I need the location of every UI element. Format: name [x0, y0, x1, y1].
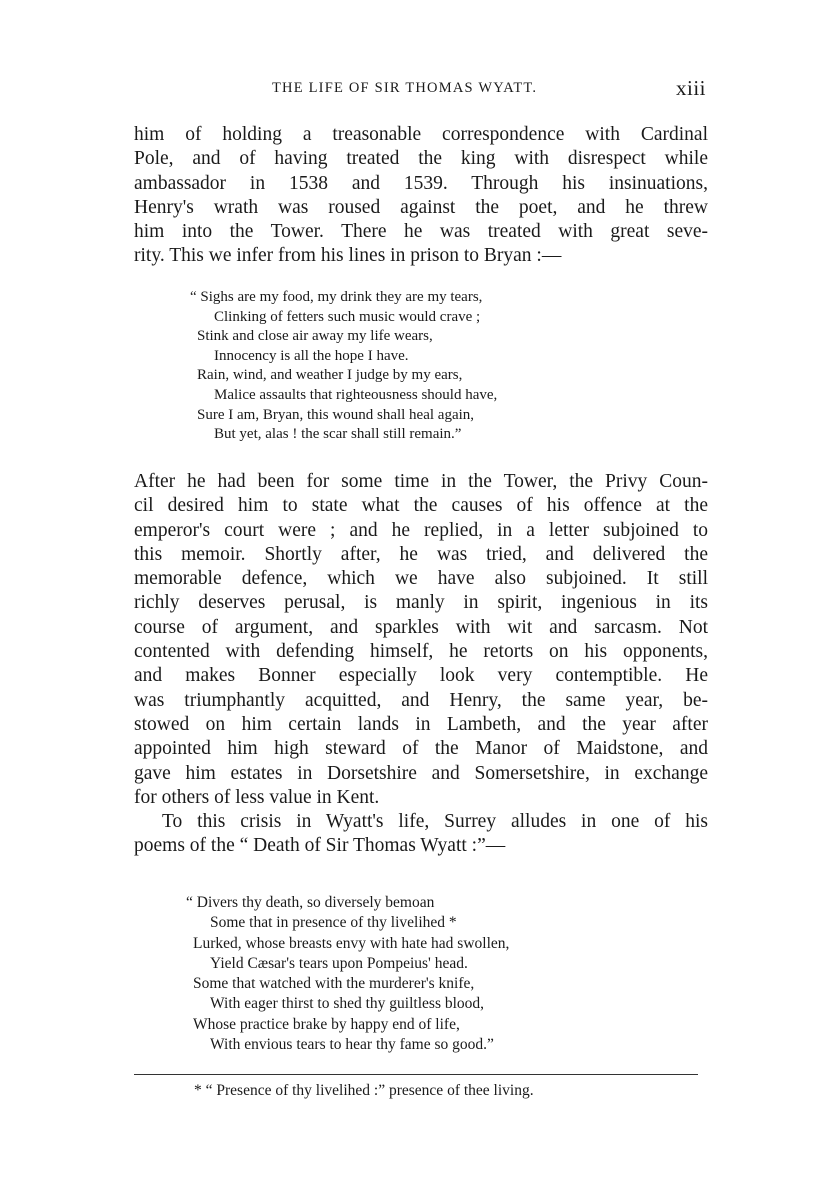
verse-line: Some that watched with the murderer's knife, [193, 975, 475, 993]
text-line: stowed on him certain lands in Lambeth, and the year after [134, 713, 708, 735]
text-line: appointed him high steward of the Manor of Maidstone, and [134, 738, 708, 760]
text-line: was triumphantly acquitted, and Henry, the same year, be- [134, 689, 708, 711]
footnote-divider [134, 1074, 698, 1075]
verse-line: With eager thirst to shed thy guiltless blood, [210, 995, 485, 1013]
verse-line: Lurked, whose breasts envy with hate had swollen, [193, 934, 510, 952]
verse-line: Some that in presence of thy livelihed * [210, 914, 457, 932]
text-line: him of holding a treasonable correspondence with Cardinal [134, 124, 708, 145]
verse-line: Rain, wind, and weather I judge by my ears, [197, 367, 463, 384]
verse-line: Stink and close air away my life wears, [197, 328, 433, 345]
text-line: emperor's court were ; and he replied, in a letter subjoined to [134, 519, 708, 541]
paragraph-prison [134, 123, 708, 269]
poem-death-of-wyatt [186, 893, 510, 1055]
running-title: THE LIFE OF SIR THOMAS WYATT. [272, 80, 538, 96]
text-line: contented with defending himself, he retorts on his opponents, [134, 641, 708, 663]
text-line: him into the Tower. There he was treated with great seve- [134, 221, 708, 243]
running-head [134, 78, 708, 104]
text-line: poems of the “ Death of Sir Thomas Wyatt :”— [134, 835, 506, 857]
page-number: xiii [675, 76, 706, 100]
verse-line: But yet, alas ! the scar shall still remain.” [214, 426, 462, 443]
text-line: for others of less value in Kent. [134, 786, 380, 808]
text-line: Henry's wrath was roused against the poet, and he threw [134, 196, 708, 218]
paragraph-trial [134, 470, 708, 859]
verse-line: With envious tears to hear thy fame so good.” [210, 1036, 494, 1054]
text-line: ambassador in 1538 and 1539. Through his insinuations, [134, 172, 708, 194]
text-line: To this crisis in Wyatt's life, Surrey alludes in one of his [162, 811, 708, 833]
verse-line: Whose practice brake by happy end of life, [193, 1015, 460, 1033]
text-line: and makes Bonner especially look very contemptible. He [134, 665, 708, 687]
text-line: After he had been for some time in the Tower, the Privy Coun- [134, 471, 708, 492]
text-line: richly deserves perusal, is manly in spirit, ingenious in its [134, 592, 708, 614]
text-line: this memoir. Shortly after, he was tried, and delivered the [134, 543, 708, 565]
verse-line: Innocency is all the hope I have. [214, 347, 409, 364]
text-line: memorable defence, which we have also subjoined. It still [134, 568, 708, 590]
verse-line: “ Divers thy death, so diversely bemoan [186, 894, 435, 911]
text-line: Pole, and of having treated the king with disrespect while [134, 148, 708, 170]
verse-line: “ Sighs are my food, my drink they are my tears, [190, 289, 483, 305]
text-line: rity. This we infer from his lines in prison to Bryan :— [134, 245, 562, 267]
verse-line: Malice assaults that righteousness should have, [214, 386, 498, 403]
text-line: course of argument, and sparkles with wit and sarcasm. Not [134, 616, 708, 638]
footnote: * “ Presence of thy livelihed :” presence of thee living. [194, 1082, 534, 1099]
poem-to-bryan [190, 288, 498, 445]
verse-line: Yield Cæsar's tears upon Pompeius' head. [210, 954, 468, 972]
verse-line: Clinking of fetters such music would crave ; [214, 308, 481, 325]
verse-line: Sure I am, Bryan, this wound shall heal again, [197, 406, 475, 423]
text-line: cil desired him to state what the causes of his offence at the [134, 495, 708, 517]
text-line: gave him estates in Dorsetshire and Somersetshire, in exchange [134, 762, 708, 784]
